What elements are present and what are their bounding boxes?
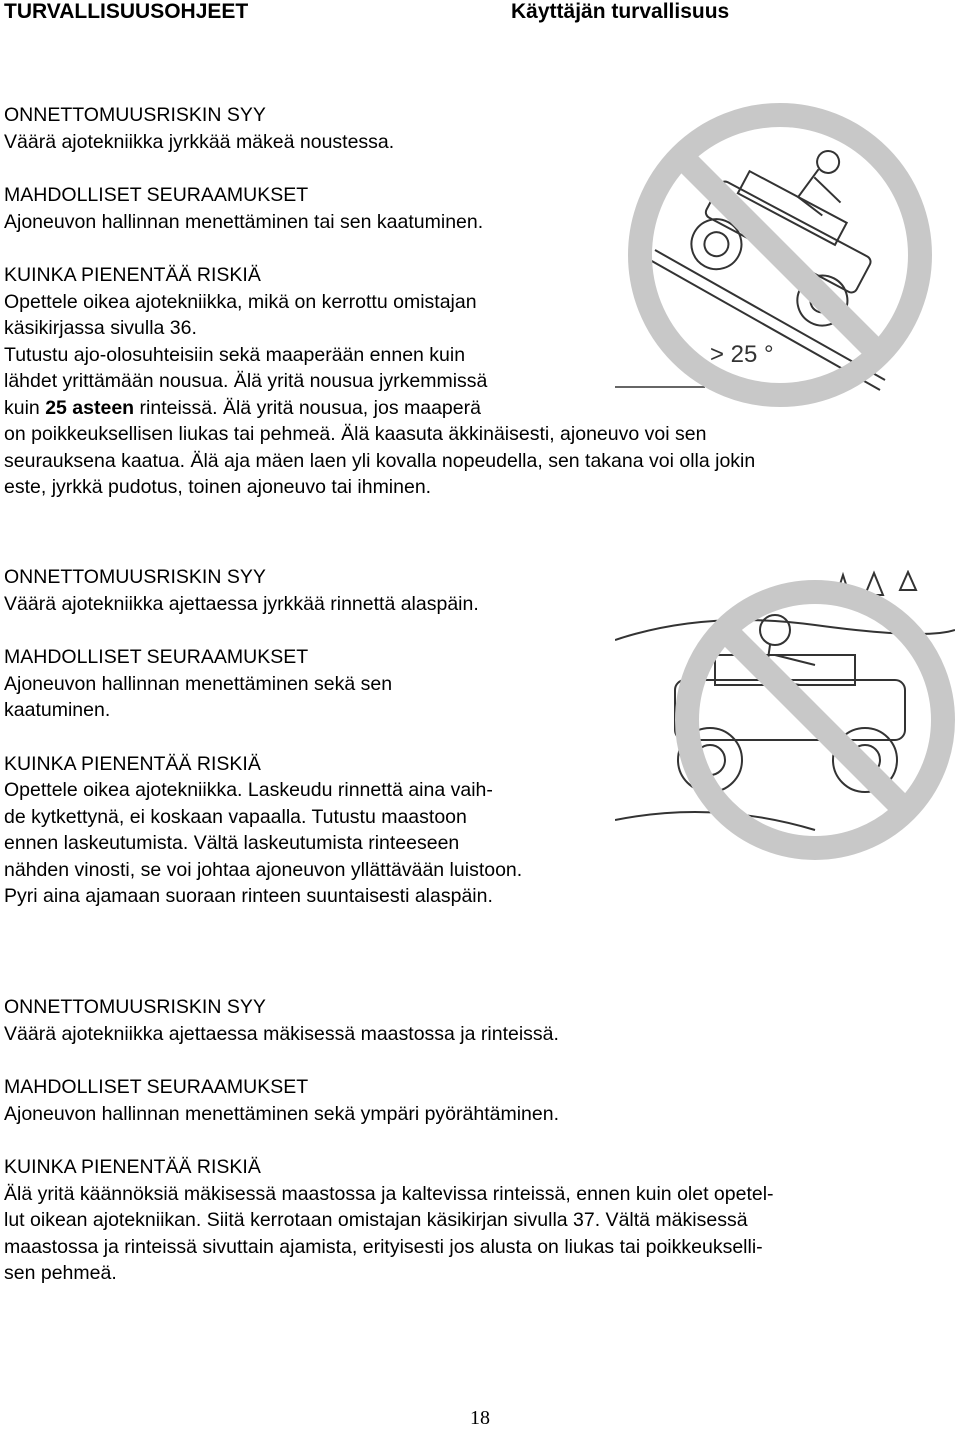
section-1	[4, 102, 755, 501]
risk-line: käsikirjassa sivulla 36.	[4, 317, 197, 339]
consequence-heading: MAHDOLLISET SEURAAMUKSET	[4, 646, 309, 668]
risk-line: lut oikean ajotekniikan. Siitä kerrotaan omistajan käsikirjan sivulla 37. Vältä mäkisessä	[4, 1209, 748, 1231]
consequence-text: Ajoneuvon hallinnan menettäminen tai sen kaatuminen.	[4, 210, 484, 233]
cause-heading: ONNETTOMUUSRISKIN SYY	[4, 104, 266, 126]
slope-angle-label: > 25 °	[710, 341, 774, 368]
cause-heading: ONNETTOMUUSRISKIN SYY	[4, 566, 266, 588]
risk-line-end: rinteissä. Älä yritä nousua, jos maaperä	[134, 396, 481, 419]
risk-line: ennen laskeutumista. Vältä laskeutumista rinteeseen	[4, 832, 460, 854]
risk-heading: KUINKA PIENENTÄÄ RISKIÄ	[4, 1156, 261, 1178]
section-3	[4, 994, 774, 1287]
consequence-heading: MAHDOLLISET SEURAAMUKSET	[4, 184, 309, 206]
consequence-heading: MAHDOLLISET SEURAAMUKSET	[4, 1076, 309, 1098]
consequence-text: Ajoneuvon hallinnan menettäminen sekä sen	[4, 672, 393, 695]
risk-line: Opettele oikea ajotekniikka, mikä on kerrottu omistajan	[4, 290, 477, 313]
risk-line: maastossa ja rinteissä sivuttain ajamista, erityisesti jos alusta on liukas tai poikkeukselli-	[4, 1235, 763, 1258]
cause-text: Väärä ajotekniikka jyrkkää mäkeä noustessa.	[4, 130, 395, 153]
cause-text: Väärä ajotekniikka ajettaessa jyrkkää rinnettä alaspäin.	[4, 592, 479, 615]
risk-heading: KUINKA PIENENTÄÄ RISKIÄ	[4, 752, 261, 775]
risk-line: este, jyrkkä pudotus, toinen ajoneuvo tai ihminen.	[4, 476, 432, 498]
cause-text: Väärä ajotekniikka ajettaessa mäkisessä maastossa ja rinteissä.	[4, 1022, 559, 1045]
consequence-text: Ajoneuvon hallinnan menettäminen sekä ympäri pyörähtäminen.	[4, 1102, 559, 1125]
risk-line-start: kuin	[4, 396, 46, 419]
risk-line: Opettele oikea ajotekniikka. Laskeudu rinnettä aina vaih-	[4, 779, 493, 801]
risk-line: de kytkettynä, ei koskaan vapaalla. Tutustu maastoon	[4, 805, 467, 828]
risk-heading: KUINKA PIENENTÄÄ RISKIÄ	[4, 264, 261, 286]
risk-line: seurauksena kaatua. Älä aja mäen laen yli kovalla nopeudella, sen takana voi olla jokin	[4, 449, 756, 472]
risk-line: Tutustu ajo-olosuhteisiin sekä maaperään ennen kuin	[4, 343, 466, 366]
no-downhill-atv-icon	[615, 570, 955, 860]
risk-line: lähdet yrittämään nousua. Älä yritä nousua jyrkemmissä	[4, 370, 488, 392]
risk-line: Älä yritä käännöksiä mäkisessä maastossa ja kaltevissa rinteissä, ennen kuin olet opetel-	[4, 1182, 774, 1205]
risk-line: sen pehmeä.	[4, 1262, 117, 1284]
header-left: TURVALLISUUSOHJEET	[4, 0, 249, 23]
risk-line: nähden vinosti, se voi johtaa ajoneuvon yllättävään luistoon.	[4, 858, 523, 881]
consequence-text: kaatuminen.	[4, 699, 111, 721]
page-number: 18	[470, 1407, 490, 1429]
risk-line: on poikkeuksellisen liukas tai pehmeä. Älä kaasuta äkkinäisesti, ajoneuvo voi sen	[4, 423, 707, 445]
risk-line: Pyri aina ajamaan suoraan rinteen suuntaisesti alaspäin.	[4, 885, 493, 907]
slope-angle-emphasis: 25 asteen	[45, 396, 135, 419]
risk-line	[4, 395, 755, 422]
cause-heading: ONNETTOMUUSRISKIN SYY	[4, 996, 266, 1018]
header-right: Käyttäjän turvallisuus	[511, 0, 730, 23]
section-2	[4, 564, 522, 910]
